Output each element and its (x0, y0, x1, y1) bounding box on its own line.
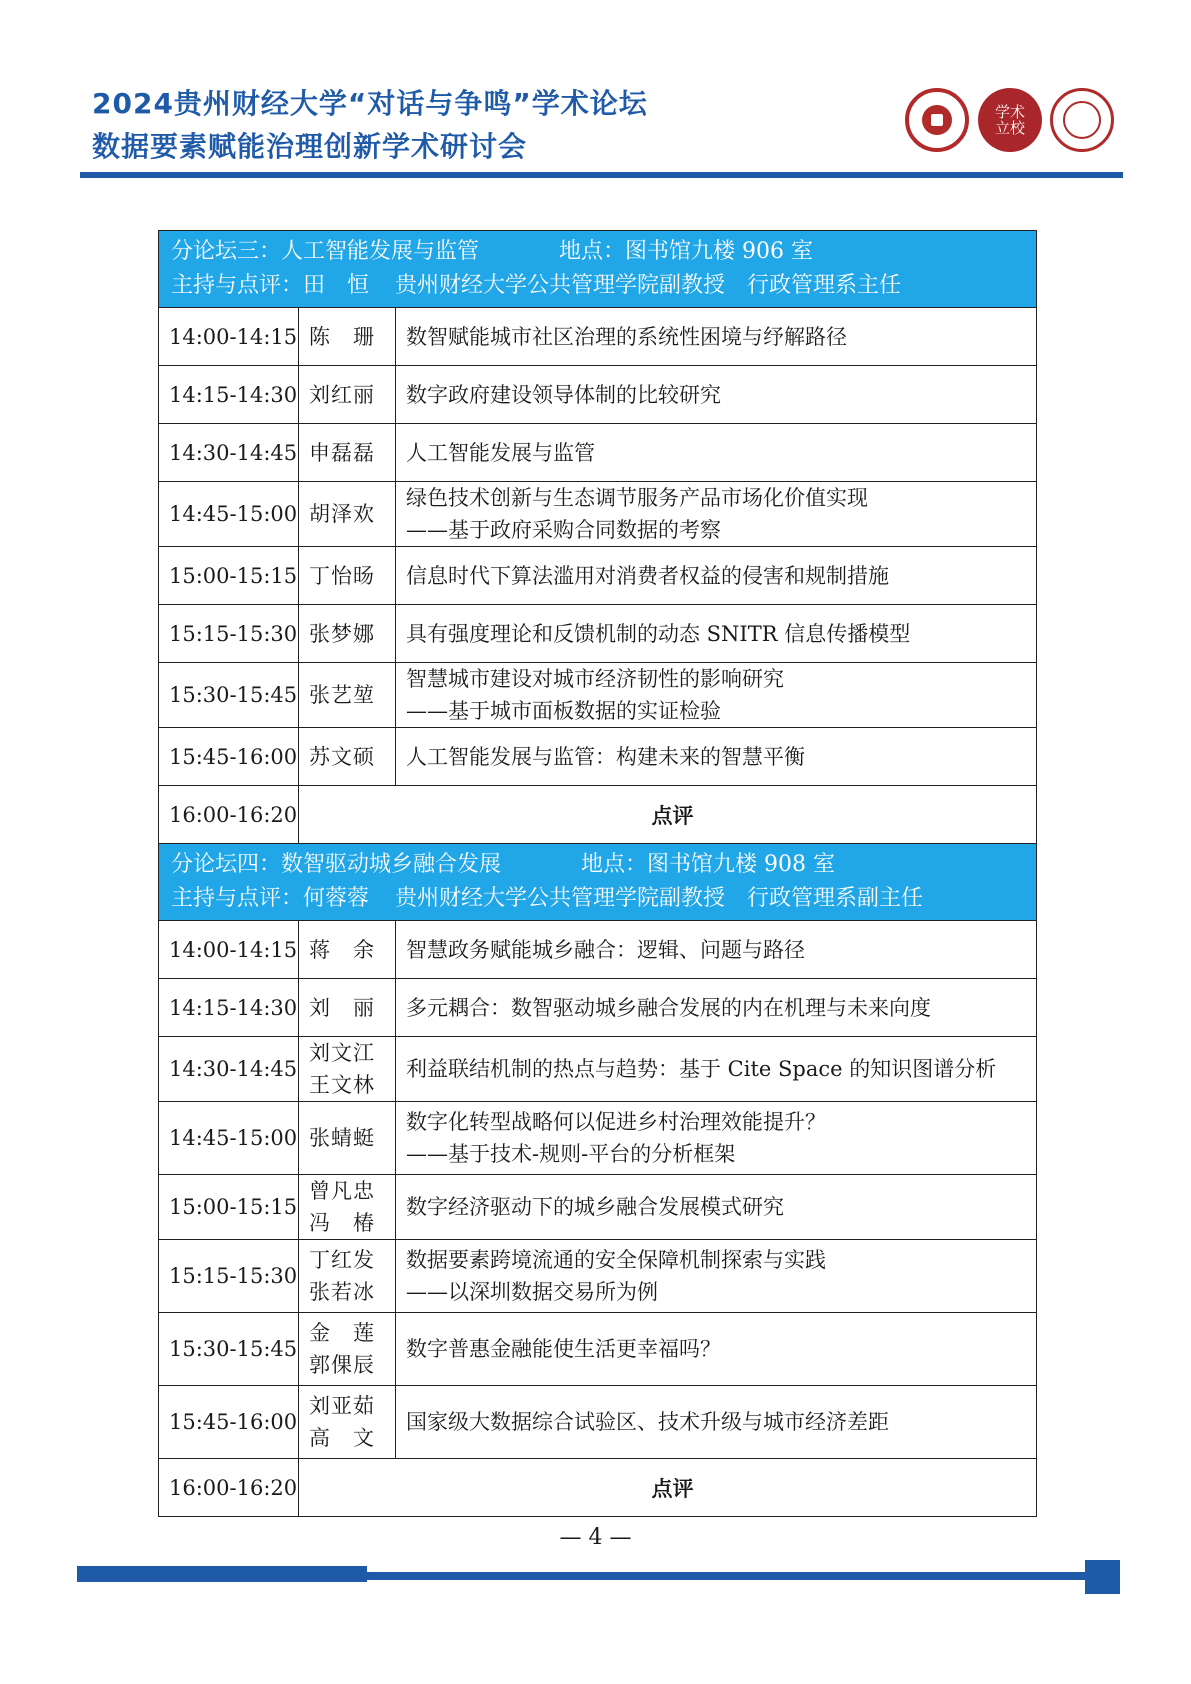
section-host-affiliation: 贵州财经大学公共管理学院副教授 (395, 886, 726, 911)
presenter-cell (299, 547, 396, 605)
presenter-cell (299, 921, 396, 979)
presenter-cell (299, 1240, 396, 1313)
section-host-role: 行政管理系副主任 (747, 886, 924, 911)
paper-cell (396, 728, 1037, 786)
presenter-name: 陈 珊 (309, 324, 375, 349)
table-row (159, 979, 1037, 1037)
presenter-cell (299, 1102, 396, 1175)
header-title-line1: 2024贵州财经大学“对话与争鸣”学术论坛 (92, 87, 648, 120)
header-divider (80, 172, 1123, 178)
schedule-table (158, 230, 1037, 1517)
table-row (159, 308, 1037, 366)
academic-stamp-logo: 学术 立校 (978, 88, 1042, 152)
footer-bar-right (367, 1572, 1085, 1580)
paper-cell (396, 921, 1037, 979)
paper-title: 人工智能发展与监管：构建未来的智慧平衡 (406, 744, 805, 769)
section-venue: 地点：图书馆九楼 908 室 (581, 852, 835, 877)
table-row (159, 1175, 1037, 1240)
time-slot: 15:45-16:00 (159, 728, 299, 786)
presenter-cell (299, 728, 396, 786)
section-header-forum3 (159, 231, 1037, 308)
section-host: 主持与点评：何蓉蓉 (171, 886, 370, 911)
presenter-name: 郭倮辰 (309, 1353, 375, 1377)
paper-title: 人工智能发展与监管 (406, 440, 595, 465)
time-slot: 14:30-14:45 (159, 424, 299, 482)
presenter-name: 曾凡忠 (309, 1179, 375, 1203)
presenter-name: 丁怡旸 (309, 563, 375, 588)
paper-cell (396, 482, 1037, 547)
table-row (159, 728, 1037, 786)
section-name: 分论坛三：人工智能发展与监管 (171, 239, 480, 264)
paper-title: 数字经济驱动下的城乡融合发展模式研究 (406, 1195, 784, 1219)
time-slot: 15:15-15:30 (159, 1240, 299, 1313)
paper-cell (396, 1386, 1037, 1459)
paper-title: 数字政府建设领导体制的比较研究 (406, 382, 721, 407)
section-name: 分论坛四：数智驱动城乡融合发展 (171, 852, 502, 877)
paper-title: 具有强度理论和反馈机制的动态 SNITR 信息传播模型 (406, 621, 911, 646)
time-slot: 16:00-16:20 (159, 786, 299, 844)
time-slot: 14:00-14:15 (159, 921, 299, 979)
time-slot: 16:00-16:20 (159, 1459, 299, 1517)
paper-cell (396, 605, 1037, 663)
presenter-name: 王文林 (309, 1073, 375, 1097)
page-number: — 4 — (559, 1525, 632, 1550)
presenter-name: 高 文 (309, 1426, 375, 1450)
paper-title: 利益联结机制的热点与趋势：基于 Cite Space 的知识图谱分析 (406, 1057, 997, 1081)
paper-cell (396, 366, 1037, 424)
time-slot: 15:30-15:45 (159, 1313, 299, 1386)
paper-cell (396, 663, 1037, 728)
presenter-name: 张梦娜 (309, 621, 375, 646)
table-row (159, 424, 1037, 482)
table-row (159, 921, 1037, 979)
paper-cell (396, 1175, 1037, 1240)
presenter-name: 胡泽欢 (309, 502, 375, 526)
table-row (159, 1037, 1037, 1102)
time-slot: 15:00-15:15 (159, 1175, 299, 1240)
time-slot: 14:45-15:00 (159, 482, 299, 547)
presenter-cell (299, 366, 396, 424)
paper-subtitle: ——基于技术-规则-平台的分析框架 (406, 1142, 736, 1166)
presenter-name: 刘文江 (309, 1041, 375, 1065)
presenter-name: 苏文硕 (309, 744, 375, 769)
time-slot: 14:45-15:00 (159, 1102, 299, 1175)
table-row (159, 547, 1037, 605)
review-row (159, 1459, 1037, 1517)
presenter-cell (299, 1386, 396, 1459)
section-host-affiliation: 贵州财经大学公共管理学院副教授 (395, 273, 726, 298)
paper-title: 绿色技术创新与生态调节服务产品市场化价值实现 (406, 486, 868, 510)
presenter-name: 申磊磊 (309, 440, 375, 465)
presenter-name: 刘红丽 (309, 382, 375, 407)
paper-cell (396, 308, 1037, 366)
paper-title: 智慧政务赋能城乡融合：逻辑、问题与路径 (406, 937, 805, 962)
section-venue: 地点：图书馆九楼 906 室 (559, 239, 813, 264)
review-label: 点评 (299, 1459, 1037, 1517)
paper-title: 数据要素跨境流通的安全保障机制探索与实践 (406, 1248, 826, 1272)
table-row (159, 605, 1037, 663)
time-slot: 15:45-16:00 (159, 1386, 299, 1459)
section-host: 主持与点评：田 恒 (171, 273, 370, 298)
university-seal-logo (905, 88, 969, 152)
time-slot: 14:30-14:45 (159, 1037, 299, 1102)
table-row (159, 663, 1037, 728)
presenter-cell (299, 1037, 396, 1102)
paper-subtitle: ——以深圳数据交易所为例 (406, 1280, 658, 1304)
presenter-cell (299, 482, 396, 547)
table-row (159, 1102, 1037, 1175)
presenter-cell (299, 1175, 396, 1240)
paper-title: 国家级大数据综合试验区、技术升级与城市经济差距 (406, 1410, 889, 1434)
time-slot: 14:15-14:30 (159, 366, 299, 424)
presenter-name: 金 莲 (309, 1321, 375, 1345)
school-seal-logo (1050, 88, 1114, 152)
paper-title: 数字普惠金融能使生活更幸福吗？ (406, 1337, 721, 1361)
paper-cell (396, 1313, 1037, 1386)
presenter-cell (299, 308, 396, 366)
presenter-cell (299, 605, 396, 663)
presenter-name: 张若冰 (309, 1280, 375, 1304)
review-row (159, 786, 1037, 844)
paper-cell (396, 424, 1037, 482)
presenter-cell (299, 979, 396, 1037)
paper-title: 数智赋能城市社区治理的系统性困境与纾解路径 (406, 324, 847, 349)
paper-cell (396, 1037, 1037, 1102)
presenter-name: 张蜻蜓 (309, 1126, 375, 1150)
review-label: 点评 (299, 786, 1037, 844)
time-slot: 15:30-15:45 (159, 663, 299, 728)
paper-title: 数字化转型战略何以促进乡村治理效能提升？ (406, 1110, 826, 1134)
paper-cell (396, 1102, 1037, 1175)
presenter-name: 张艺堃 (309, 683, 375, 707)
table-row (159, 482, 1037, 547)
table-row (159, 1313, 1037, 1386)
footer-bar-left (77, 1566, 367, 1582)
table-row (159, 1386, 1037, 1459)
presenter-name: 冯 椿 (309, 1211, 375, 1235)
time-slot: 15:15-15:30 (159, 605, 299, 663)
presenter-cell (299, 663, 396, 728)
paper-cell (396, 979, 1037, 1037)
footer-block (1085, 1560, 1120, 1594)
paper-subtitle: ——基于政府采购合同数据的考察 (406, 518, 721, 542)
presenter-name: 刘 丽 (309, 995, 375, 1020)
header-title-line2: 数据要素赋能治理创新学术研讨会 (92, 130, 528, 163)
presenter-name: 蒋 余 (309, 937, 375, 962)
paper-title: 信息时代下算法滥用对消费者权益的侵害和规制措施 (406, 563, 889, 588)
presenter-cell (299, 1313, 396, 1386)
section-header-forum4 (159, 844, 1037, 921)
paper-title: 智慧城市建设对城市经济韧性的影响研究 (406, 667, 784, 691)
section-host-role: 行政管理系主任 (747, 273, 902, 298)
paper-cell (396, 547, 1037, 605)
paper-cell (396, 1240, 1037, 1313)
table-row (159, 366, 1037, 424)
presenter-name: 丁红发 (309, 1248, 375, 1272)
table-row (159, 1240, 1037, 1313)
time-slot: 15:00-15:15 (159, 547, 299, 605)
time-slot: 14:15-14:30 (159, 979, 299, 1037)
presenter-cell (299, 424, 396, 482)
paper-subtitle: ——基于城市面板数据的实证检验 (406, 699, 721, 723)
paper-title: 多元耦合：数智驱动城乡融合发展的内在机理与未来向度 (406, 995, 931, 1020)
time-slot: 14:00-14:15 (159, 308, 299, 366)
presenter-name: 刘亚茹 (309, 1394, 375, 1418)
